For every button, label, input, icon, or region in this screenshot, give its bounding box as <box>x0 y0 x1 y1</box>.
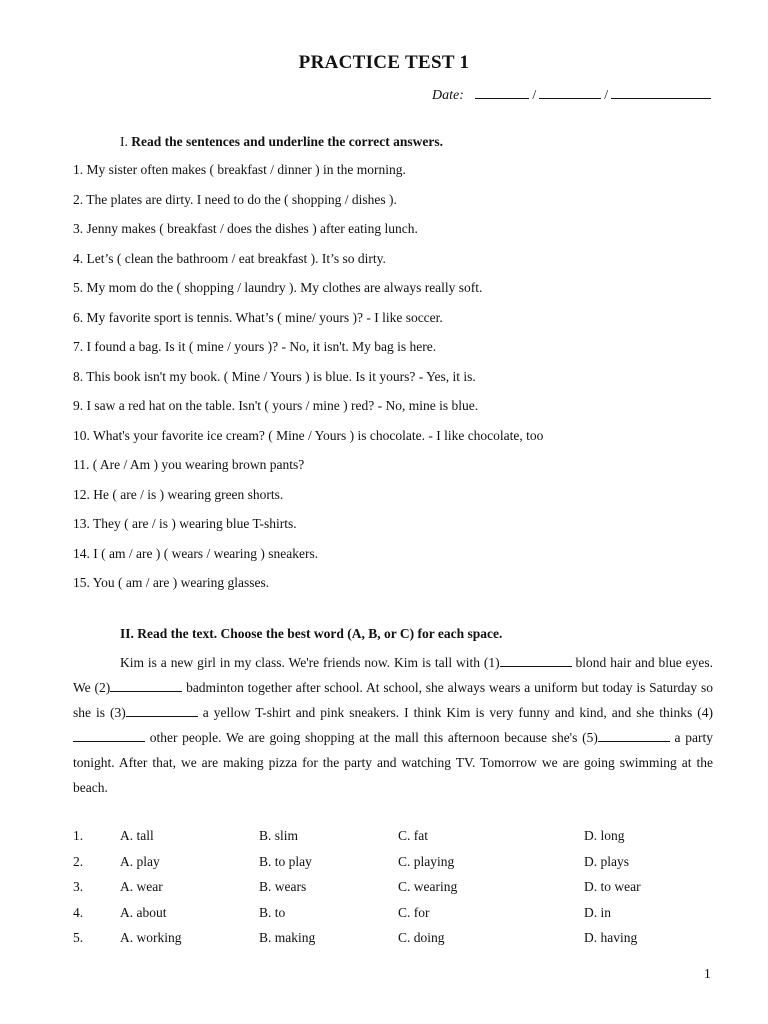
date-label: Date: <box>432 88 464 103</box>
question-item: 4. Let’s ( clean the bathroom / eat breakfast ). It’s so dirty. <box>73 250 386 266</box>
question-item: 10. What's your favorite ice cream? ( Mine / Yours ) is chocolate. - I like chocolate, too <box>73 427 544 443</box>
question-item: 3. Jenny makes ( breakfast / does the dishes ) after eating lunch. <box>73 221 418 236</box>
choice-c[interactable]: C. fat <box>398 828 428 843</box>
question-item: 15. You ( am / are ) wearing glasses. <box>73 575 270 590</box>
choice-d[interactable]: D. to wear <box>584 879 641 894</box>
choice-c[interactable]: C. doing <box>398 930 445 945</box>
choice-number: 1. <box>73 828 84 843</box>
choice-number: 4. <box>73 904 84 920</box>
gap-3-blank[interactable] <box>126 702 198 717</box>
choice-d[interactable]: D. in <box>584 904 611 920</box>
question-item: 11. ( Are / Am ) you wearing brown pants? <box>73 457 305 472</box>
choice-a[interactable]: A. play <box>120 853 160 869</box>
gap-5-blank[interactable] <box>598 727 670 742</box>
choice-row <box>73 903 713 929</box>
section-2-heading: II. Read the text. Choose the best word (A, B, or C) for each space. <box>120 626 503 641</box>
passage-text: Kim is a new girl in my class. We're friends now. Kim is tall with (1) <box>120 655 500 670</box>
section-1-instruction: Read the sentences and underline the correct answers. <box>131 134 443 149</box>
question-item: 5. My mom do the ( shopping / laundry ). My clothes are always really soft. <box>73 280 483 295</box>
date-separator: / <box>604 88 609 103</box>
question-item: 1. My sister often makes ( breakfast / dinner ) in the morning. <box>73 162 406 177</box>
question-item: 7. I found a bag. Is it ( mine / yours )? - No, it isn't. My bag is here. <box>73 339 437 354</box>
question-item: 8. This book isn't my book. ( Mine / Yours ) is blue. Is it yours? - Yes, it is. <box>73 368 476 384</box>
passage-text: badminton together after school. At school, she always wears a uniform but today is Saturday so she is (3) <box>73 680 713 720</box>
reading-passage <box>73 650 713 800</box>
passage-text: other people. We are going shopping at the mall this afternoon because she's (5) <box>145 730 598 745</box>
answer-choices <box>73 826 713 954</box>
choice-c[interactable]: C. for <box>398 904 430 920</box>
choice-d[interactable]: D. long <box>584 828 625 843</box>
choice-a[interactable]: A. tall <box>120 828 154 843</box>
date-line <box>432 86 711 104</box>
choice-d[interactable]: D. having <box>584 930 638 945</box>
question-item: 14. I ( am / are ) ( wears / wearing ) sneakers. <box>73 545 319 561</box>
gap-4-blank[interactable] <box>73 727 145 742</box>
choice-c[interactable]: C. wearing <box>398 879 458 894</box>
gap-2-blank[interactable] <box>110 677 182 692</box>
date-separator: / <box>532 88 537 103</box>
choice-b[interactable]: B. to play <box>259 853 312 869</box>
gap-1-blank[interactable] <box>500 652 572 667</box>
choice-b[interactable]: B. wears <box>259 879 307 894</box>
date-year-blank[interactable] <box>611 86 711 99</box>
choice-b[interactable]: B. slim <box>259 828 299 843</box>
choice-row <box>73 852 713 878</box>
choice-number: 3. <box>73 879 84 894</box>
passage-text: a yellow T-shirt and pink sneakers. I think Kim is very funny and kind, and she thinks (4) <box>197 705 713 720</box>
page-number: 1 <box>704 966 711 981</box>
choice-number: 5. <box>73 930 84 945</box>
question-item: 6. My favorite sport is tennis. What’s ( mine/ yours )? - I like soccer. <box>73 309 443 325</box>
section-1-number: I. <box>120 134 128 149</box>
choice-c[interactable]: C. playing <box>398 853 455 869</box>
choice-a[interactable]: A. wear <box>120 879 163 894</box>
passage-text: a party tonight. After that, we are making pizza for the party and watching TV. Tomorrow we are going swimming at the beach. <box>73 730 713 795</box>
choice-number: 2. <box>73 853 84 869</box>
date-month-blank[interactable] <box>539 86 601 99</box>
choice-d[interactable]: D. plays <box>584 853 629 869</box>
question-item: 12. He ( are / is ) wearing green shorts. <box>73 486 284 502</box>
question-item: 13. They ( are / is ) wearing blue T-shirts. <box>73 516 297 531</box>
choice-row <box>73 877 713 903</box>
choice-row <box>73 928 713 954</box>
page-title: PRACTICE TEST 1 <box>298 52 470 73</box>
choice-b[interactable]: B. to <box>259 904 286 920</box>
choice-a[interactable]: A. working <box>120 930 182 945</box>
choice-row <box>73 826 713 852</box>
section-1-heading <box>120 134 443 150</box>
passage-text: blond hair and blue eyes. We (2) <box>73 655 713 695</box>
date-day-blank[interactable] <box>475 86 529 99</box>
choice-b[interactable]: B. making <box>259 930 316 945</box>
question-item: 9. I saw a red hat on the table. Isn't ( yours / mine ) red? - No, mine is blue. <box>73 398 479 413</box>
question-item: 2. The plates are dirty. I need to do the ( shopping / dishes ). <box>73 191 397 207</box>
section-1-questions <box>73 160 733 603</box>
choice-a[interactable]: A. about <box>120 904 167 920</box>
